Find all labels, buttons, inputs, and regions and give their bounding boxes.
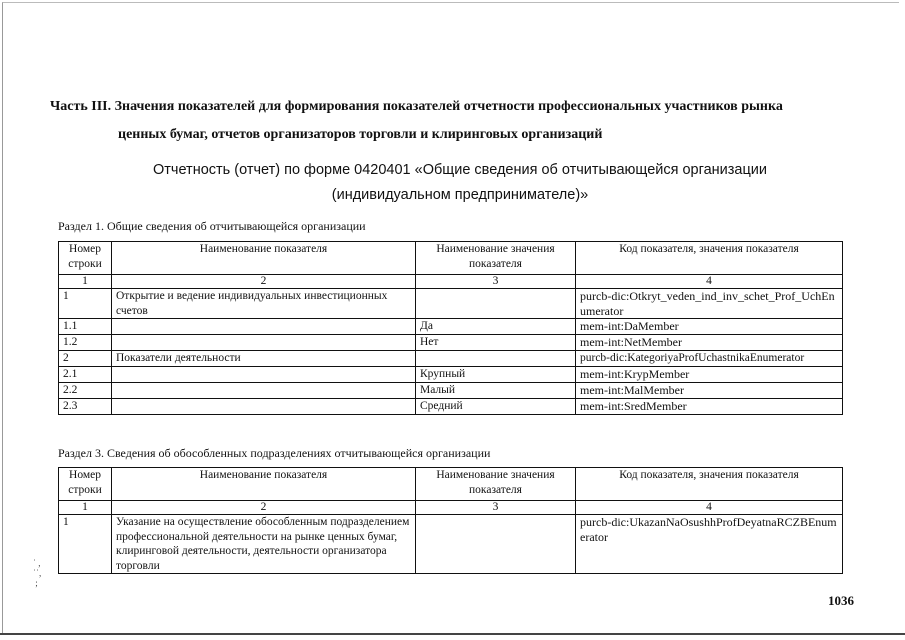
indicator-name: [112, 335, 416, 351]
value-name: Средний: [416, 399, 576, 415]
indicator-name: Показатели деятельности: [112, 351, 416, 367]
row-number: 2.3: [59, 399, 112, 415]
column-number: 3: [416, 275, 576, 289]
indicator-name: [112, 399, 416, 415]
indicator-code: mem-int:SredMember: [576, 399, 843, 415]
table-row: [59, 351, 843, 367]
section-1-title: Раздел 1. Общие сведения об отчитывающейся организации: [58, 219, 366, 233]
heading-line-2: ценных бумаг, отчетов организаторов торговли и клиринговых организаций: [118, 127, 603, 142]
section-3-table: [58, 467, 843, 574]
indicator-name: Открытие и ведение индивидуальных инвестиционных счетов: [112, 289, 416, 319]
column-number: 2: [112, 501, 416, 515]
indicator-code: mem-int:NetMember: [576, 335, 843, 351]
column-number: 1: [59, 275, 112, 289]
form-subtitle: [150, 158, 770, 208]
header-value-name: Наименование значения показателя: [416, 242, 576, 275]
row-number: 1.1: [59, 319, 112, 335]
value-name: Да: [416, 319, 576, 335]
row-number: 2: [59, 351, 112, 367]
indicator-code: purcb-dic:KategoriyaProfUchastnikaEnumerator: [576, 351, 843, 367]
subtitle-line-2: (индивидуальном предпринимателе)»: [331, 187, 589, 203]
row-number: 1.2: [59, 335, 112, 351]
section-3-title: Раздел 3. Сведения об обособленных подразделениях отчитывающейся организации: [58, 446, 491, 460]
page-number: 1036: [828, 593, 854, 608]
column-number: 1: [59, 501, 112, 515]
subtitle-line-1: Отчетность (отчет) по форме 0420401 «Общие сведения об отчитывающейся организации: [153, 162, 767, 178]
value-name: Нет: [416, 335, 576, 351]
bottom-rule: [0, 633, 905, 635]
column-number-row: [59, 501, 843, 515]
table-row: [59, 383, 843, 399]
column-number: 4: [576, 275, 843, 289]
header-code: Код показателя, значения показателя: [576, 242, 843, 275]
section-1-table: [58, 241, 843, 415]
document-heading: [50, 93, 870, 149]
indicator-code: purcb-dic:UkazanNaOsushhProfDeyatnaRCZBEnumerator: [576, 515, 843, 574]
value-name: [416, 515, 576, 574]
table-row: [59, 367, 843, 383]
header-code: Код показателя, значения показателя: [576, 468, 843, 501]
table-row: [59, 319, 843, 335]
column-number-row: [59, 275, 843, 289]
scan-artifact: ˙ , ˙˙, ;: [33, 558, 42, 588]
header-indicator-name: Наименование показателя: [112, 468, 416, 501]
header-value-name: Наименование значения показателя: [416, 468, 576, 501]
table-header-row: [59, 468, 843, 501]
heading-line-1: Часть III. Значения показателей для формирования показателей отчетности профессиональных участников рынка: [50, 99, 783, 114]
indicator-code: mem-int:DaMember: [576, 319, 843, 335]
column-number: 3: [416, 501, 576, 515]
row-number: 2.2: [59, 383, 112, 399]
header-indicator-name: Наименование показателя: [112, 242, 416, 275]
header-row-number: Номер строки: [59, 242, 112, 275]
header-row-number: Номер строки: [59, 468, 112, 501]
indicator-name: [112, 367, 416, 383]
value-name: [416, 289, 576, 319]
indicator-name: [112, 319, 416, 335]
column-number: 2: [112, 275, 416, 289]
row-number: 1: [59, 289, 112, 319]
table-header-row: [59, 242, 843, 275]
value-name: Крупный: [416, 367, 576, 383]
table-row: [59, 399, 843, 415]
indicator-code: purcb-dic:Otkryt_veden_ind_inv_schet_Prof_UchEnumerator: [576, 289, 843, 319]
column-number: 4: [576, 501, 843, 515]
table-row: [59, 289, 843, 319]
table-row: [59, 515, 843, 574]
indicator-name: [112, 383, 416, 399]
row-number: 2.1: [59, 367, 112, 383]
indicator-code: mem-int:MalMember: [576, 383, 843, 399]
indicator-code: mem-int:KrypMember: [576, 367, 843, 383]
table-row: [59, 335, 843, 351]
indicator-name: Указание на осуществление обособленным подразделением профессиональной деятельности на рынке ценных бумаг, клиринговой деятельности, деятельности организатора торговли: [112, 515, 416, 574]
row-number: 1: [59, 515, 112, 574]
value-name: [416, 351, 576, 367]
value-name: Малый: [416, 383, 576, 399]
